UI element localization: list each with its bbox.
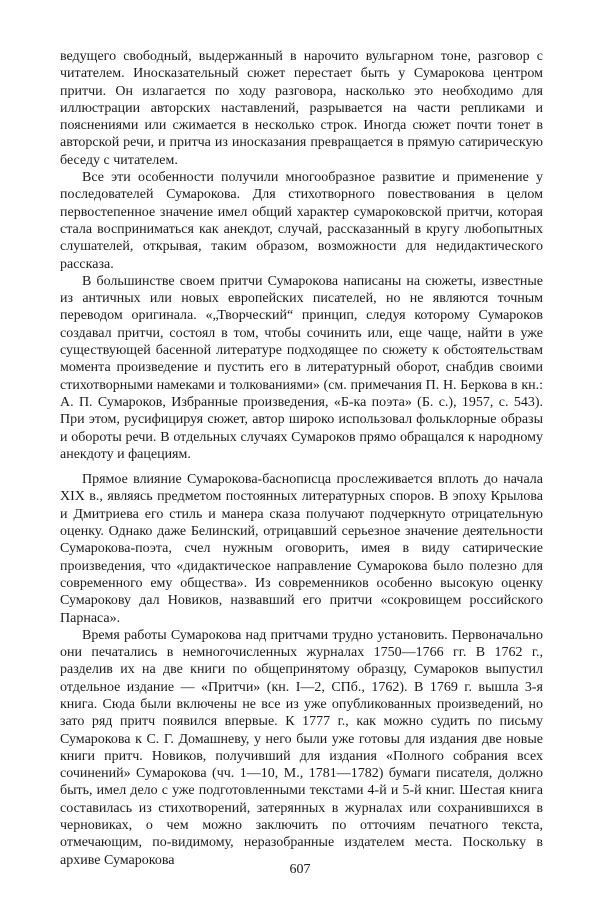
paragraph-2: Все эти особенности получили многообразное развитие и применение у последователей Сумарокова. Для стихотворного повествования в целом первостепенное значение имел общий характер сумароковской притчи, которая стала восприниматься как анекдот, случай, рассказанный в кругу любопытных слушателей, открывая, таким образом, возможности для недидактического рассказа.	[60, 170, 543, 272]
paragraph-1: ведущего свободный, выдержанный в нарочито вульгарном тоне, разговор с читателем. Иносказательный сюжет перестает быть у Сумарокова центром притчи. Он излагается по ходу разговора, насколько это необходимо для иллюстрации авторских наставлений, разрывается на части репликами и пояснениями или сжимается в несколько строк. Иногда сюжет почти тонет в авторской речи, и притча из иносказания превращается в прямую сатирическую беседу с читателем.	[60, 49, 543, 168]
page-number: 607	[289, 862, 311, 877]
paragraph-4: Прямое влияние Сумарокова-баснописца прослеживается вплоть до начала XIX в., являясь предметом постоянных литературных споров. В эпоху Крылова и Дмитриева его стиль и манера сказа получают подчеркнуто отрицательную оценку. Однако даже Белинский, отрицавший серьезное значение деятельности Сумарокова-поэта, счел нужным оговорить, имея в виду сатирические произведения, что «дидактическое направление Сумарокова было полезно для современного ему общества». Из современников особенно высокую оценку Сумарокову дал Новиков, назвавший его притчи «сокровищем российского Парнаса».	[60, 472, 543, 626]
paragraph-3: В большинстве своем притчи Сумарокова написаны на сюжеты, известные из античных или новых европейских писателей, но не являются точным переводом оригинала. «„Творческий“ принцип, следуя которому Сумароков создавал притчи, состоял в том, чтобы сочинить или, еще чаще, найти в уже существующей басенной литературе подходящее по сюжету к обстоятельствам момента произведение и пустить его в литературный оборот, снабдив своими стихотворными намеками и толкованиями» (см. примечания П. Н. Беркова в кн.: А. П. Сумароков, Избранные произведения, «Б-ка поэта» (Б. с.), 1957, с. 543). При этом, русифицируя сюжет, автор широко использовал фольклорные образы и обороты речи. В отдельных случаях Сумароков прямо обращался к народному анекдоту и фацециям.	[60, 273, 543, 462]
paragraph-5: Время работы Сумарокова над притчами трудно установить. Первоначально они печатались в немногочисленных журналах 1750—1766 гг. В 1762 г., разделив их на две книги по общепринятому образцу, Сумароков выпустил отдельное издание — «Притчи» (кн. I—2, СПб., 1762). В 1769 г. вышла 3-я книга. Сюда были включены не все из уже опубликованных произведений, но зато ряд притч появился впервые. К 1777 г., как можно судить по письму Сумарокова к С. Г. Домашневу, у него были уже готовы для издания две новые книги притч. Новиков, получивший для издания «Полного собрания всех сочинений» Сумарокова (чч. 1—10, М., 1781—1782) бумаги писателя, должно быть, имел дело с уже подготовленными текстами 4-й и 5-й книг. Шестая книга составилась из стихотворений, затерянных в журналах или сохранившихся в черновиках, о чем можно заключить по отточиям печатного текста, отмечающим, по-видимому, неразобранные издателем места. Поскольку в архиве Сумарокова	[60, 627, 543, 868]
page-body	[60, 48, 543, 869]
